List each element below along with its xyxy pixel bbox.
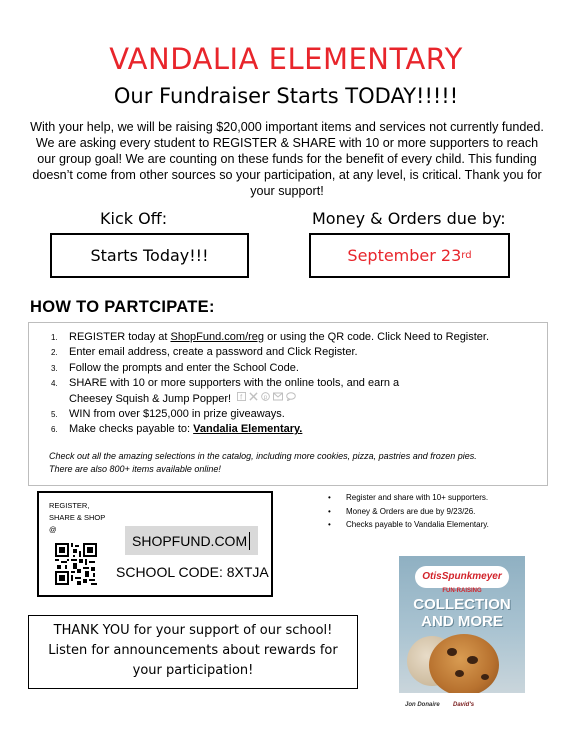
step-number: 1. xyxy=(51,333,58,342)
cookie-graphic xyxy=(455,670,464,677)
thanks-box xyxy=(28,615,358,689)
deadline-value: September 23 xyxy=(347,246,462,265)
step-number: 2. xyxy=(51,348,58,358)
bullet-dot: • xyxy=(328,520,331,529)
bullet-dot: • xyxy=(328,506,331,516)
thanks-line: THANK YOU for your support of our school! xyxy=(53,623,333,638)
text-cursor xyxy=(249,532,250,550)
step-text: Make checks payable to: xyxy=(69,423,194,436)
x-icon xyxy=(249,392,258,401)
step-number: 3. xyxy=(51,363,58,373)
step-item xyxy=(51,407,541,422)
bullet-text: Money & Orders are due by 9/23/26. xyxy=(346,506,476,516)
step-number: 4. xyxy=(51,379,58,389)
payee-name: Vandalia Elementary. xyxy=(193,423,303,436)
share-icons xyxy=(237,392,296,407)
catalog-brand-logo: OtisSpunkmeyer xyxy=(415,566,509,588)
step-text: or using the QR code. Click Need to Register. xyxy=(264,331,490,343)
step-item xyxy=(51,376,541,391)
list-item xyxy=(328,491,558,505)
svg-text:f: f xyxy=(240,392,243,401)
deadline-box xyxy=(309,233,510,278)
deadline-suffix: rd xyxy=(461,250,472,261)
steps-list xyxy=(51,330,541,438)
catalog-tagline: FUN-RAISING xyxy=(442,588,482,594)
school-title: VANDALIA ELEMENTARY xyxy=(109,42,463,76)
cookie-graphic xyxy=(429,634,499,696)
facebook-icon xyxy=(237,392,246,401)
catalog-note: Check out all the amazing selections in the catalog, including more cookies, pizza, pastries and frozen pies. There are also 800+ items available online! xyxy=(49,451,477,474)
step-item xyxy=(51,330,541,345)
cookie-graphic xyxy=(467,656,478,664)
qr-code-icon[interactable] xyxy=(55,543,97,585)
step-text: SHARE with 10 or more supporters with the online tools, and earn a xyxy=(69,377,400,390)
email-icon xyxy=(273,392,283,401)
pinterest-icon xyxy=(261,392,270,401)
catalog-cover-image xyxy=(399,556,525,719)
step-text: REGISTER today at xyxy=(69,331,171,343)
step-number: 5. xyxy=(51,410,58,420)
shopfund-url[interactable] xyxy=(125,526,258,555)
catalog-footer-brand: Jon Donaire xyxy=(405,702,440,708)
catalog-footer-brand: David's xyxy=(453,702,475,708)
cookie-graphic xyxy=(447,648,457,656)
steps-panel xyxy=(28,322,548,486)
step-item xyxy=(51,361,541,376)
cookie-graphic xyxy=(481,674,489,680)
how-heading: HOW TO PARTCIPATE: xyxy=(30,298,215,316)
list-item xyxy=(328,505,558,519)
thanks-line: Listen for announcements about rewards for xyxy=(48,643,338,658)
step-text: Cheesey Squish & Jump Popper! xyxy=(69,392,232,405)
thanks-line: your participation! xyxy=(132,663,254,678)
thanks-message xyxy=(29,621,357,681)
school-code: SCHOOL CODE: 8XTJA xyxy=(116,564,269,580)
fundraiser-subtitle: Our Fundraiser Starts TODAY!!!!! xyxy=(113,84,459,108)
summary-bullets xyxy=(328,491,558,532)
step-text: Follow the prompts and enter the School Code. xyxy=(69,361,299,374)
step-item-continued xyxy=(51,392,541,407)
catalog-footer-bar xyxy=(399,693,525,719)
list-item xyxy=(328,518,558,532)
step-item xyxy=(51,345,541,360)
step-text: Enter email address, create a password and Click Register. xyxy=(69,346,358,359)
step-number: 6. xyxy=(51,425,58,435)
shopfund-url-text: SHOPFUND.COM xyxy=(132,532,248,549)
register-label: REGISTER, SHARE & SHOP @ xyxy=(49,501,106,534)
register-link[interactable]: ShopFund.com/reg xyxy=(170,331,265,343)
bullet-text: Checks payable to Vandalia Elementary. xyxy=(346,520,489,529)
deadline-label: Money & Orders due by: xyxy=(312,209,506,228)
catalog-title-line: AND MORE xyxy=(421,613,503,630)
svg-text:p: p xyxy=(263,393,268,401)
kickoff-value: Starts Today!!! xyxy=(90,246,209,265)
register-box xyxy=(37,491,273,597)
step-item xyxy=(51,422,541,437)
sms-icon xyxy=(286,392,296,401)
catalog-title-line: COLLECTION xyxy=(413,596,511,613)
bullet-text: Register and share with 10+ supporters. xyxy=(346,493,489,502)
step-text: WIN from over $125,000 in prize giveaways. xyxy=(69,408,285,421)
kickoff-box xyxy=(50,233,249,278)
bullet-dot: • xyxy=(328,493,331,502)
kickoff-label: Kick Off: xyxy=(100,209,168,228)
intro-paragraph: With your help, we will be raising $20,000 important items and services not currently funded. We are asking every student to REGISTER & SHARE with 10 or more supporters to reach our group goal! We are counting on these funds for the benefit of every child. This funding doesn’t come from other sources so your participation, at any level, is critical. Thank you for your support! xyxy=(30,120,544,198)
